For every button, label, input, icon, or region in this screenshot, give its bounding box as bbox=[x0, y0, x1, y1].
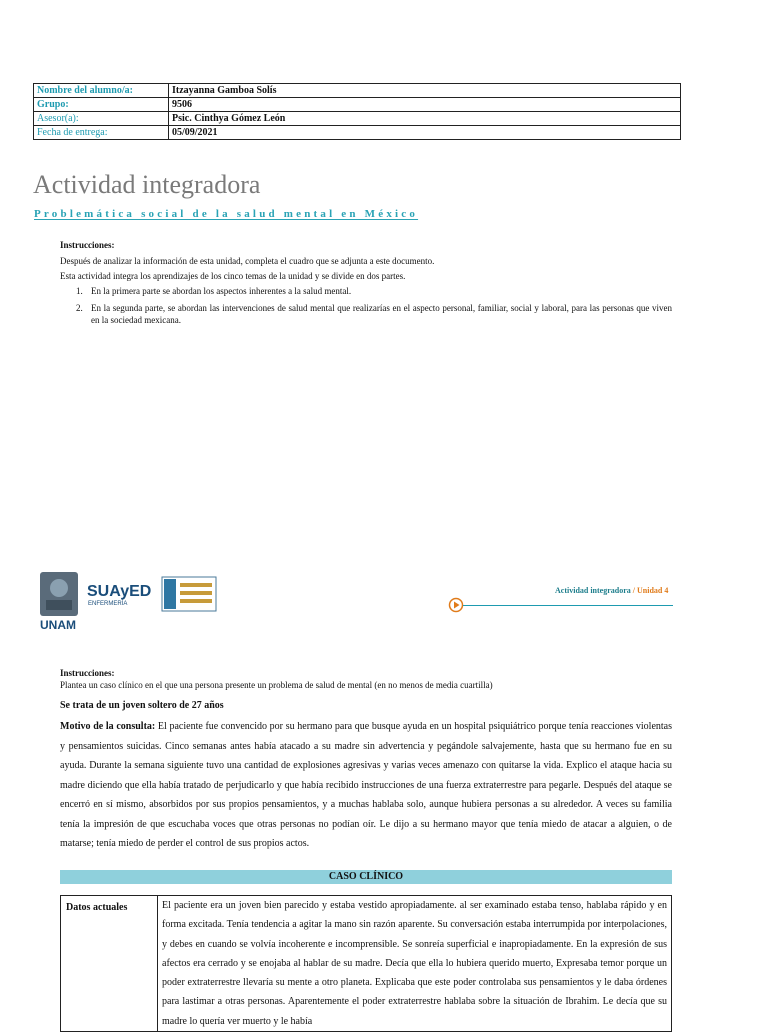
consultation-reason-text: El paciente fue convencido por su hermano para que busque ayuda en un hospital psiquiátrico porque tenía reacciones violentas y pensamientos suicidas. Cinco semanas antes había atacado a su madre sin advertencia y pegándole salvajemente, hasta que su hermano fue en su ayuda. Durante la semana siguiente tuvo una cantidad de explosiones agresivas y varias veces amenazo con quitarse la vida. Explico el ataque hacia su madre diciendo que ella había tratado de perjudicarlo y que había recibido instrucciones de una fuerza extraterrestre para pegarle. Después del ataque se encerró en sí mismo, absorbidos por sus propios pensamientos, y a muchas hablaba solo, aunque hubiera personas a su alrededor. A veces su familia tenía la impresión de que escuchaba voces que otras personas no podían oír. Le dijo a su hermano mayor que tenía miedo de atacar a alguien, o de matarse; tenía miedo de perder el control de sus propios actos. bbox=[60, 721, 673, 849]
list-item bbox=[60, 302, 672, 326]
page-title: Actividad integradora bbox=[33, 170, 261, 199]
instructions-paragraph-2: Esta actividad integra los aprendizajes de los cinco temas de la unidad y se divide en dos partes. bbox=[60, 271, 406, 281]
case-subtitle: Se trata de un joven soltero de 27 años bbox=[60, 700, 224, 711]
current-data-table bbox=[60, 895, 672, 1032]
list-item bbox=[60, 285, 672, 297]
table-row bbox=[34, 126, 681, 140]
list-text: En la primera parte se abordan los aspectos inherentes a la salud mental. bbox=[91, 286, 352, 296]
page-subtitle: Problemática social de la salud mental en México bbox=[34, 208, 419, 220]
unam-shield-icon bbox=[40, 572, 78, 616]
instructions-list bbox=[60, 285, 672, 331]
label-student-name: Nombre del alumno/a: bbox=[34, 84, 169, 98]
suayed-logo-text: SUAyED bbox=[87, 583, 152, 600]
current-data-text: El paciente era un joven bien parecido y estaba vestido apropiadamente. al ser examinado estaba tenso, hablaba rápido y en forma excitada. Tenía tendencia a agitar la mano sin razón aparente. Su conversación estaba interrumpida por interpolaciones, y debes en cuando se volvía incoherente e incomprensible. Se sonreía superficial e inapropiadamente. En la expresión de sus afectos era cerrado y se enojaba al hablar de su madre. Decía que ella lo hubiera querido muerto, Expresaba temor porque un poder extraterrestre llevaría su mente a otro planeta. Explicaba que este poder controlaba sus pensamientos y le daba órdenes para lastimar a otras personas. Aparentemente el poder extraterrestre hablaba sobre la situación de Ibrahim. Le decía que su madre lo quería ver muerto y le había bbox=[158, 896, 672, 1032]
unam-logo-text: UNAM bbox=[40, 618, 76, 632]
value-due-date: 05/09/2021 bbox=[169, 126, 681, 140]
label-separator: / bbox=[630, 586, 638, 595]
list-number: 2. bbox=[76, 303, 83, 313]
current-data-label: Datos actuales bbox=[61, 896, 158, 1032]
student-info-table bbox=[33, 83, 681, 140]
table-row bbox=[34, 98, 681, 112]
unit-label: Unidad 4 bbox=[637, 586, 669, 595]
value-advisor: Psic. Cinthya Gómez León bbox=[169, 112, 681, 126]
activity-unit-label bbox=[555, 586, 668, 595]
institution-logos bbox=[38, 570, 218, 632]
value-group: 9506 bbox=[169, 98, 681, 112]
list-text: En la segunda parte, se abordan las intervenciones de salud mental que realizarías en el aspecto personal, familiar, social y laboral, para las personas que viven en la sociedad mexicana. bbox=[91, 303, 672, 325]
instructions-heading: Instrucciones: bbox=[60, 240, 115, 250]
suayed-logo-subtext: ENFERMERÍA bbox=[88, 601, 128, 607]
table-row bbox=[34, 112, 681, 126]
label-due-date: Fecha de entrega: bbox=[34, 126, 169, 140]
clinical-case-band: CASO CLÍNICO bbox=[60, 870, 672, 884]
instructions-paragraph-1: Después de analizar la información de esta unidad, completa el cuadro que se adjunta a este documento. bbox=[60, 256, 435, 266]
eneo-emblem-icon bbox=[162, 577, 216, 611]
part2-instructions-text: Plantea un caso clínico en el que una persona presente un problema de salud de mental (en no menos de media cuartilla) bbox=[60, 680, 493, 690]
table-row bbox=[61, 896, 672, 1032]
list-number: 1. bbox=[76, 286, 83, 296]
value-student-name: Itzayanna Gamboa Solís bbox=[169, 84, 681, 98]
label-advisor: Asesor(a): bbox=[34, 112, 169, 126]
table-row bbox=[34, 84, 681, 98]
activity-label: Actividad integradora bbox=[555, 586, 631, 595]
part2-instructions-heading: Instrucciones: bbox=[60, 668, 115, 678]
play-arrow-icon bbox=[448, 597, 464, 613]
consultation-reason-paragraph bbox=[60, 717, 672, 854]
label-group: Grupo: bbox=[34, 98, 169, 112]
header-divider-line bbox=[463, 605, 673, 606]
consultation-reason-label: Motivo de la consulta: bbox=[60, 721, 156, 732]
